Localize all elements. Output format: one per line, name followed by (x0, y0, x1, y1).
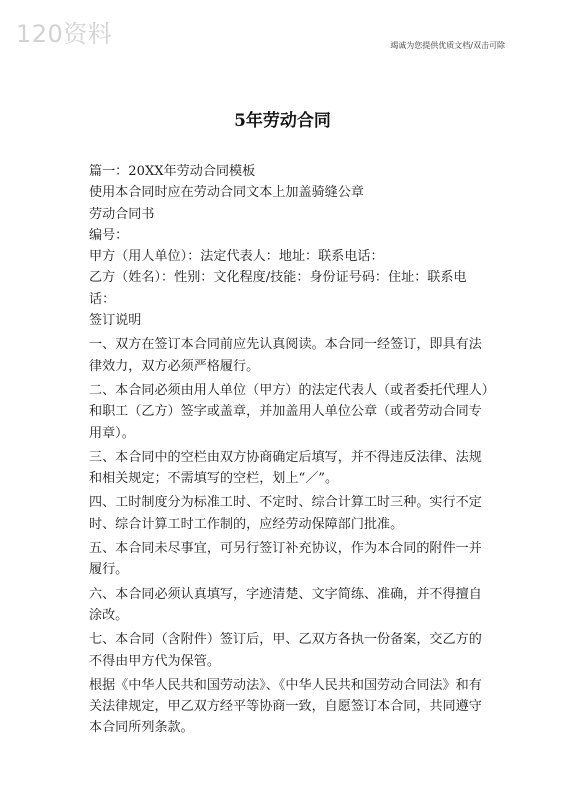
paragraph-note-3: 三、本合同中的空栏由双方协商确定后填写，并不得违反法律、法规和相关规定；不需填写的空栏，划上“／”。 (89, 449, 482, 487)
paragraph-contract-title: 劳动合同书 (89, 206, 155, 222)
paragraph-note-6: 六、本合同必须认真填写，字迹清楚、文字简练、准确，并不得擅自涂改。 (89, 586, 482, 623)
paragraph-note-4: 四、工时制度分为标准工时、不定时、综合计算工时三种。实行不定时、综合计算工时工作制的，应经劳动保障部门批准。 (89, 495, 482, 532)
paragraph-note-2: 二、本合同必须由用人单位（甲方）的法定代表人（或者委托代理人）和职工（乙方）签字或盖章，并加盖用人单位公章（或者劳动合同专用章）。 (89, 382, 489, 441)
paragraph-number: 编号： (89, 227, 129, 243)
paragraph-legal-basis: 根据《中华人民共和国劳动法》、《中华人民共和国劳动合同法》和有关法律规定，甲乙双方经平等协商一致，自愿签订本合同，共同遵守本合同所列条款。 (89, 677, 482, 736)
paragraph-party-b: 乙方（姓名）：性别：文化程度/技能：身份证号码：住址：联系电话： (89, 270, 467, 307)
paragraph-note-5: 五、本合同未尽事宜，可另行签订补充协议，作为本合同的附件一并履行。 (89, 541, 482, 578)
paragraph-seal-instruction: 使用本合同时应在劳动合同文本上加盖骑缝公章 (89, 185, 364, 201)
paragraph-note-7: 七、本合同（含附件）签订后，甲、乙双方各执一份备案，交乙方的不得由甲方代为保管。 (89, 632, 482, 669)
paragraph-template-heading: 篇一：20XX年劳动合同模板 (89, 164, 256, 179)
paragraph-signing-notes-heading: 签订说明 (89, 313, 142, 329)
paragraph-party-a: 甲方（用人单位）：法定代表人：地址：联系电话： (89, 249, 384, 265)
watermark-logo: 120资料 (16, 20, 113, 48)
header-note: 竭诚为您提供优质文档/双击可除 (390, 41, 505, 50)
document-body (89, 161, 489, 739)
document-title: 5年劳动合同 (234, 111, 331, 131)
paragraph-note-1: 一、双方在签订本合同前应先认真阅读。本合同一经签订，即具有法律效力，双方必须严格履行。 (89, 337, 482, 374)
